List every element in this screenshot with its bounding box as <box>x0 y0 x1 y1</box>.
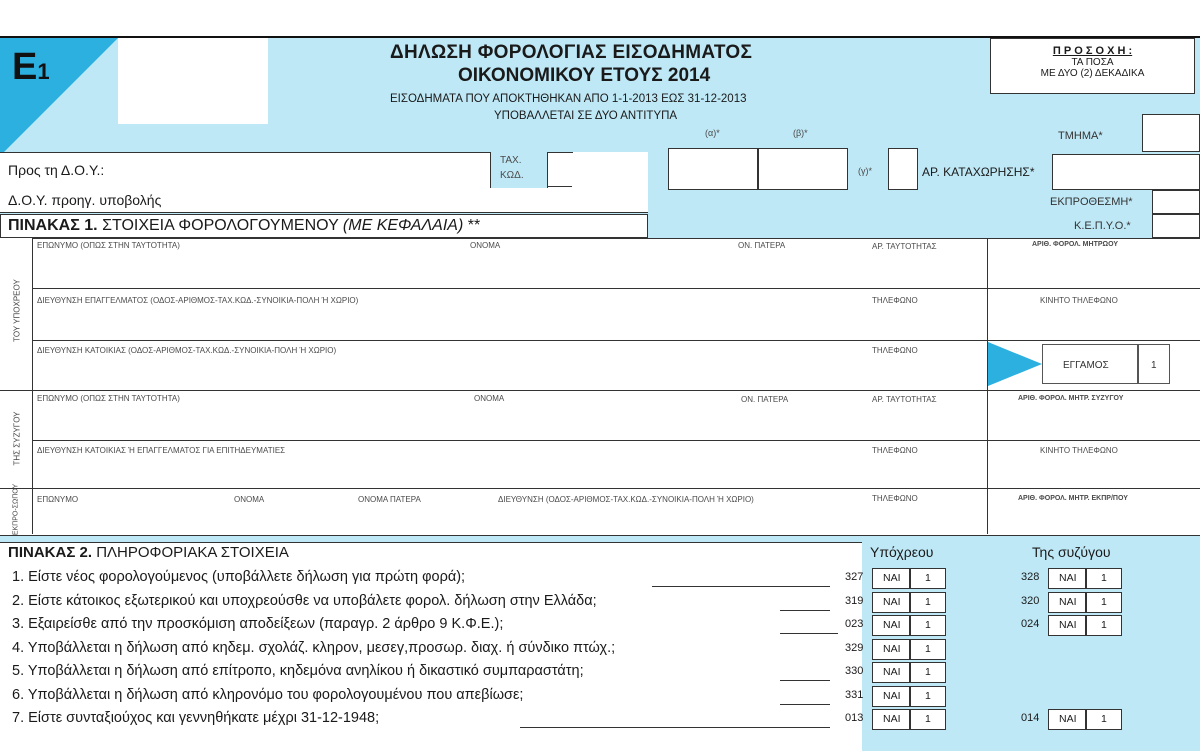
taxpayer-answer-value: 1 <box>925 666 931 678</box>
married-value-box <box>1138 344 1170 384</box>
spouse-answer-value: 1 <box>1101 572 1107 584</box>
taxpayer-yes-label: ΝΑΙ <box>883 595 901 608</box>
tax-code-field[interactable] <box>573 152 648 188</box>
table1-title: ΠΙΝΑΚΑΣ 1. ΣΤΟΙΧΕΙΑ ΦΟΡΟΛΟΓΟΥΜΕΝΟΥ (ΜΕ ΚΕΦΑΛΑΙΑ) ** <box>8 217 481 234</box>
col-spouse-label: Της συζύγου <box>1032 544 1111 560</box>
overdue-field[interactable] <box>1152 190 1200 214</box>
question-text: 2. Είστε κάτοικος εξωτερικού και υποχρεούσθε να υποβάλετε φορολ. δήλωση στην Ελλάδα; <box>12 592 597 609</box>
section-field[interactable] <box>1142 114 1200 152</box>
taxpayer-answer-value: 1 <box>925 642 931 655</box>
taxpayer-code: 331 <box>845 688 864 701</box>
taxpayer-code: 327 <box>845 571 864 583</box>
question-text: 6. Υποβάλλεται η δήλωση από κληρονόμο του φορολογουμένου που απεβίωσε; <box>12 686 524 703</box>
question-text: 1. Είστε νέος φορολογούμενος (υποβάλλετε δήλωση για πρώτη φορά); <box>12 569 466 585</box>
spouse-yes-box <box>1048 592 1086 613</box>
spouse-yes-box <box>1048 709 1086 730</box>
spouse-yes-label: ΝΑΙ <box>1059 595 1077 608</box>
taxpayer-answer-box[interactable] <box>910 568 946 589</box>
taxpayer-yes-label: ΝΑΙ <box>883 666 901 678</box>
alpha-label: (α)* <box>705 128 720 138</box>
taxpayer-answer-value: 1 <box>925 689 931 702</box>
tax-code-line1: ΤΑΧ. <box>500 155 522 166</box>
taxpayer-yes-label: ΝΑΙ <box>883 642 901 655</box>
doy-label: Προς τη Δ.Ο.Υ.: <box>8 162 105 178</box>
question-text: 7. Είστε συνταξιούχος και γεννηθήκατε μέχρι 31-12-1948; <box>12 710 380 726</box>
rp-surname-label: ΕΠΩΝΥΜΟ <box>37 495 79 504</box>
taxpayer-answer-value: 1 <box>925 713 931 725</box>
taxpayer-yes-box <box>872 592 910 613</box>
tax-code-line2: ΚΩΔ. <box>500 170 524 181</box>
taxpayer-yes-box <box>872 615 910 636</box>
taxpayer-yes-box <box>872 686 910 707</box>
tp-father-label: ΟΝ. ΠΑΤΕΡΑ <box>738 241 786 250</box>
title-line1: ΔΗΛΩΣΗ ΦΟΡΟΛΟΓΙΑΣ ΕΙΣΟΔΗΜΑΤΟΣ <box>390 42 753 63</box>
side-label-representative: ΕΚΠΡΟ-ΣΩΠΟΥ <box>12 483 20 536</box>
title-sub1: ΕΙΣΟΔΗΜΑΤΑ ΠΟΥ ΑΠΟΚΤΗΘΗΚΑΝ ΑΠΟ 1-1-2013 ΕΩΣ 31-12-2013 <box>390 93 747 105</box>
kepyo-label: Κ.Ε.Π.Υ.Ο.* <box>1074 220 1131 232</box>
spouse-yes-label: ΝΑΙ <box>1059 572 1077 584</box>
spouse-answer-value: 1 <box>1101 713 1107 725</box>
sp-phone-label: ΤΗΛΕΦΩΝΟ <box>872 446 918 455</box>
overdue-label: ΕΚΠΡΟΘΕΣΜΗ* <box>1050 196 1133 208</box>
spouse-yes-label: ΝΑΙ <box>1059 619 1077 631</box>
tp-afm-label: ΑΡΙΘ. ΦΟΡΟΛ. ΜΗΤΡΩΟΥ <box>1032 241 1119 248</box>
side-label-taxpayer: ΤΟΥ ΥΠΟΧΡΕΟΥ <box>12 279 22 342</box>
taxpayer-answer-box[interactable] <box>910 615 946 636</box>
tp-name-label: ΟΝΟΜΑ <box>470 241 501 250</box>
spouse-yes-label: ΝΑΙ <box>1059 713 1077 725</box>
taxpayer-answer-value: 1 <box>925 595 931 608</box>
question-text: 3. Εξαιρείσθε από την προσκόμιση αποδείξεων (παραγρ. 2 άρθρο 9 Κ.Φ.Ε.); <box>12 616 504 632</box>
sp-name-label: ΟΝΟΜΑ <box>474 394 505 403</box>
tp-surname-label: ΕΠΩΝΥΜΟ (ΟΠΩΣ ΣΤΗΝ ΤΑΥΤΟΤΗΤΑ) <box>37 241 180 250</box>
taxpayer-answer-box[interactable] <box>910 686 946 707</box>
title-line2: ΟΙΚΟΝΟΜΙΚΟΥ ΕΤΟΥΣ 2014 <box>458 65 711 86</box>
tp-work-address-label: ΔΙΕΥΘΥΝΣΗ ΕΠΑΓΓΕΛΜΑΤΟΣ (ΟΔΟΣ-ΑΡΙΘΜΟΣ-ΤΑΧ.ΚΩΔ.-ΣΥΝΟΙΚΙΑ-ΠΟΛΗ Ή ΧΩΡΙΟ) <box>37 296 359 305</box>
taxpayer-yes-label: ΝΑΙ <box>883 713 901 725</box>
taxpayer-answer-box[interactable] <box>910 639 946 660</box>
sp-father-label: ΟΝ. ΠΑΤΕΡΑ <box>741 395 789 404</box>
married-label: ΕΓΓΑΜΟΣ <box>1063 360 1109 371</box>
notice-line2: ΜΕ ΔΥΟ (2) ΔΕΚΑΔΙΚΑ <box>1040 68 1145 79</box>
tp-phone1-label: ΤΗΛΕΦΩΝΟ <box>872 296 918 305</box>
spouse-yes-box <box>1048 615 1086 636</box>
question-text: 5. Υποβάλλεται η δήλωση από επίτροπο, κηδεμόνα ανηλίκου ή δικαστικό συμπαραστάτη; <box>12 663 584 679</box>
beta-label: (β)* <box>793 128 808 138</box>
barcode-area <box>118 38 268 124</box>
table2-title: ΠΙΝΑΚΑΣ 2. ΠΛΗΡΟΦΟΡΙΑΚΑ ΣΤΟΙΧΕΙΑ <box>8 544 289 561</box>
reg-no-label: ΑΡ. ΚΑΤΑΧΩΡΗΣΗΣ* <box>922 165 1035 179</box>
sp-surname-label: ΕΠΩΝΥΜΟ (ΟΠΩΣ ΣΤΗΝ ΤΑΥΤΟΤΗΤΑ) <box>37 394 180 403</box>
sp-address-label: ΔΙΕΥΘΥΝΣΗ ΚΑΤΟΙΚΙΑΣ Ή ΕΠΑΓΓΕΛΜΑΤΟΣ ΓΙΑ ΕΠΙΤΗΔΕΥΜΑΤΙΕΣ <box>37 446 286 455</box>
notice-box <box>990 38 1195 94</box>
taxpayer-yes-box <box>872 568 910 589</box>
spouse-code: 328 <box>1021 571 1040 583</box>
spouse-answer-box[interactable] <box>1086 592 1122 613</box>
taxpayer-answer-value: 1 <box>925 619 931 631</box>
form-code: E1 <box>12 46 50 88</box>
spouse-answer-box[interactable] <box>1086 615 1122 636</box>
spouse-answer-box[interactable] <box>1086 709 1122 730</box>
spouse-yes-box <box>1048 568 1086 589</box>
question-text: 4. Υποβάλλεται η δήλωση από κηδεμ. σχολάζ. κληρον, μεσεγ,προσωρ. διαχ. ή σύνδικο πτώχ.; <box>12 639 616 656</box>
taxpayer-yes-box <box>872 709 910 730</box>
rp-phone-label: ΤΗΛΕΦΩΝΟ <box>872 494 918 503</box>
spouse-answer-box[interactable] <box>1086 568 1122 589</box>
section-label: ΤΜΗΜΑ* <box>1058 130 1103 142</box>
taxpayer-answer-value: 1 <box>925 572 931 584</box>
kepyo-field[interactable] <box>1152 214 1200 238</box>
gamma-label: (γ)* <box>858 166 872 176</box>
tp-home-address-label: ΔΙΕΥΘΥΝΣΗ ΚΑΤΟΙΚΙΑΣ (ΟΔΟΣ-ΑΡΙΘΜΟΣ-ΤΑΧ.ΚΩΔ.-ΣΥΝΟΙΚΙΑ-ΠΟΛΗ Ή ΧΩΡΙΟ) <box>37 346 337 355</box>
taxpayer-answer-box[interactable] <box>910 709 946 730</box>
rp-address-label: ΔΙΕΥΘΥΝΣΗ (ΟΔΟΣ-ΑΡΙΘΜΟΣ-ΤΑΧ.ΚΩΔ.-ΣΥΝΟΙΚΙΑ-ΠΟΛΗ Ή ΧΩΡΙΟ) <box>498 495 754 504</box>
spouse-code: 024 <box>1021 618 1040 630</box>
taxpayer-yes-label: ΝΑΙ <box>883 619 901 631</box>
sp-afm-label: ΑΡΙΘ. ΦΟΡΟΛ. ΜΗΤΡ. ΣΥΖΥΓΟΥ <box>1018 395 1124 402</box>
reg-no-field[interactable] <box>1052 154 1200 190</box>
spouse-answer-value: 1 <box>1101 619 1107 631</box>
taxpayer-code: 330 <box>845 665 864 677</box>
title-sub2: ΥΠΟΒΑΛΛΕΤΑΙ ΣΕ ΔΥΟ ΑΝΤΙΤΥΠΑ <box>494 110 678 122</box>
married-value: 1 <box>1151 360 1157 371</box>
rp-name-label: ΟΝΟΜΑ <box>234 495 265 504</box>
spouse-code: 320 <box>1021 594 1040 607</box>
taxpayer-code: 023 <box>845 618 864 630</box>
alpha-field[interactable] <box>668 148 758 190</box>
spouse-code: 014 <box>1021 712 1040 724</box>
taxpayer-yes-label: ΝΑΙ <box>883 572 901 584</box>
taxpayer-yes-label: ΝΑΙ <box>883 689 901 702</box>
sp-id-label: ΑΡ. ΤΑΥΤΟΤΗΤΑΣ <box>872 395 937 404</box>
tp-phone2-label: ΤΗΛΕΦΩΝΟ <box>872 346 918 355</box>
taxpayer-answer-box[interactable] <box>910 662 946 683</box>
notice-title: Π Ρ Ο Σ Ο Χ Η : <box>1052 45 1133 57</box>
spouse-answer-value: 1 <box>1101 595 1107 608</box>
taxpayer-code: 319 <box>845 594 864 607</box>
taxpayer-answer-box[interactable] <box>910 592 946 613</box>
gamma-field[interactable] <box>888 148 918 190</box>
taxpayer-code: 329 <box>845 641 864 654</box>
sp-mobile-label: ΚΙΝΗΤΟ ΤΗΛΕΦΩΝΟ <box>1040 446 1118 455</box>
tp-mobile-label: ΚΙΝΗΤΟ ΤΗΛΕΦΩΝΟ <box>1040 296 1118 305</box>
notice-line1: ΤΑ ΠΟΣΑ <box>1071 57 1114 68</box>
tp-main-field[interactable] <box>32 252 987 288</box>
tp-id-label: ΑΡ. ΤΑΥΤΟΤΗΤΑΣ <box>872 242 937 251</box>
taxpayer-code: 013 <box>845 712 864 724</box>
beta-field[interactable] <box>758 148 848 190</box>
rp-afm-label: ΑΡΙΘ. ΦΟΡΟΛ. ΜΗΤΡ. ΕΚΠΡ/ΠΟΥ <box>1018 495 1128 502</box>
col-taxpayer-label: Υπόχρεου <box>870 544 934 560</box>
side-label-spouse: ΤΗΣ ΣΥΖΥΓΟΥ <box>12 411 22 466</box>
married-arrow-icon <box>988 342 1042 386</box>
rp-father-label: ΟΝΟΜΑ ΠΑΤΕΡΑ <box>358 495 421 504</box>
tax-form <box>0 36 1200 751</box>
taxpayer-yes-box <box>872 662 910 683</box>
prev-doy-label: Δ.Ο.Υ. προηγ. υποβολής <box>8 192 162 208</box>
married-box <box>1042 344 1138 384</box>
taxpayer-yes-box <box>872 639 910 660</box>
